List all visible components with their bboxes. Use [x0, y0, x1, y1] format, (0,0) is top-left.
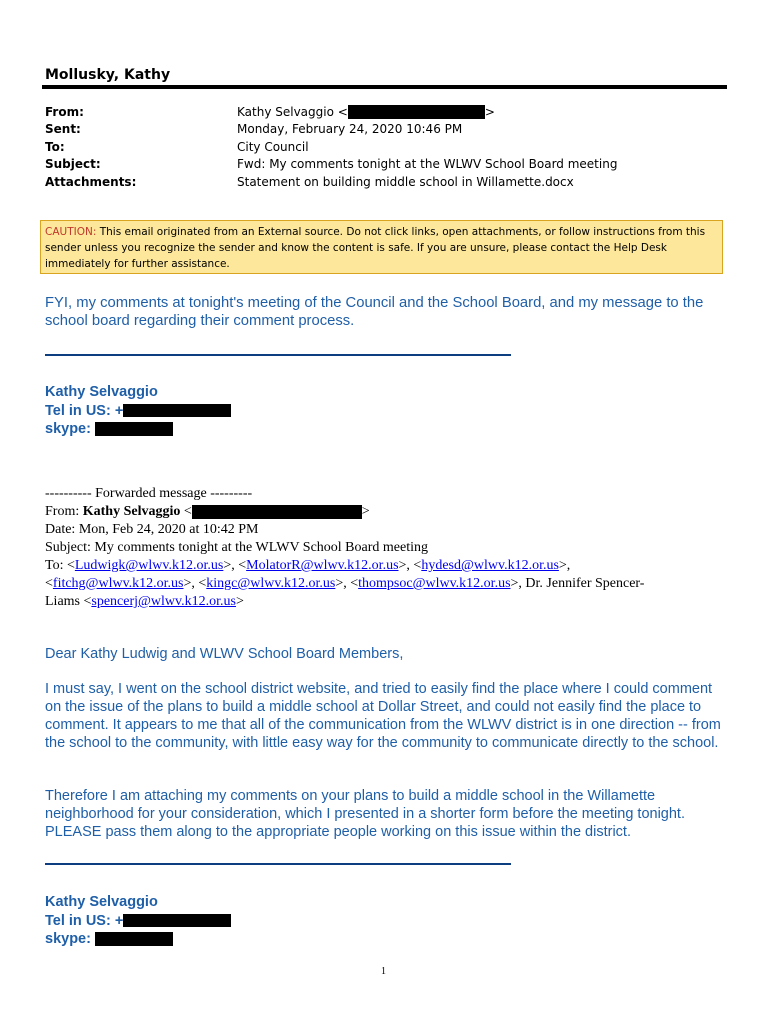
to-label: To:: [45, 139, 65, 154]
subject-value: Fwd: My comments tonight at the WLWV School Board meeting: [237, 157, 618, 172]
signature-skype: [45, 420, 231, 439]
redaction-box: [123, 914, 231, 927]
separator: >,: [558, 558, 571, 573]
forwarded-from-name: Kathy Selvaggio: [82, 504, 181, 519]
signature-tel: [45, 912, 231, 931]
separator: >, <: [223, 558, 247, 573]
attachment-link[interactable]: Statement on building middle school in Willamette.docx: [237, 174, 574, 189]
separator: >, <: [183, 576, 207, 591]
forwarded-message: [45, 485, 735, 611]
body-paragraph-2: Therefore I am attaching my comments on your plans to build a middle school in the Willamette neighborhood for your consideration, which I presented in a shorter form before the meeting tonight. PLEASE pass them along to the appropriate people working on this issue within the district.: [45, 788, 685, 840]
caution-label: CAUTION:: [45, 226, 97, 238]
sent-label: Sent:: [45, 122, 81, 137]
skype-label: skype:: [45, 421, 95, 437]
separator: >, <: [398, 558, 422, 573]
subject-row: [45, 156, 617, 174]
header-rule: [42, 85, 727, 89]
email-link[interactable]: kingc@wlwv.k12.or.us: [206, 576, 336, 591]
signature-block: [45, 383, 231, 439]
email-link[interactable]: Ludwigk@wlwv.k12.or.us: [74, 558, 224, 573]
email-link[interactable]: MolatorR@wlwv.k12.or.us: [246, 558, 399, 573]
signature-separator: [45, 863, 511, 865]
greeting: Dear Kathy Ludwig and WLWV School Board Members,: [45, 646, 404, 662]
intro-paragraph: FYI, my comments at tonight's meeting of the Council and the School Board, and my message to the school board regarding their comment process.: [45, 295, 704, 329]
redaction-box: [95, 422, 173, 436]
forwarded-subject: Subject: My comments tonight at the WLWV School Board meeting: [45, 540, 428, 555]
signature-skype: [45, 930, 231, 949]
tel-label: Tel in US: +: [45, 912, 124, 929]
sender-name: Mollusky, Kathy: [45, 67, 171, 83]
email-header-table: [45, 103, 617, 191]
subject-label: Subject:: [45, 157, 101, 172]
forwarded-date: Date: Mon, Feb 24, 2020 at 10:42 PM: [45, 522, 259, 537]
attachments-row: [45, 173, 617, 191]
signature-block: [45, 893, 231, 949]
to-row: [45, 138, 617, 156]
redaction-box: [123, 404, 231, 417]
forwarded-to: [45, 557, 735, 611]
separator: >, Dr. Jennifer Spencer-: [510, 576, 645, 591]
email-link[interactable]: spencerj@wlwv.k12.or.us: [91, 594, 236, 609]
redaction-box: [192, 505, 362, 519]
signature-separator: [45, 354, 511, 356]
from-name: Kathy Selvaggio <: [237, 104, 348, 119]
to-value: City Council: [237, 139, 309, 154]
from-close: >: [484, 104, 495, 119]
signature-tel: [45, 402, 231, 421]
forwarded-from-open: <: [180, 504, 192, 519]
to-liams: Liams <: [45, 594, 92, 609]
redaction-box: [348, 105, 485, 119]
from-label: From:: [45, 104, 84, 119]
separator: >, <: [335, 576, 359, 591]
caution-text: This email originated from an External source. Do not click links, open attachments, or follow instructions from this sender unless you recognize the sender and know the content is safe. If you are unsure, please contact the Help Desk immediately for further assistance.: [45, 226, 706, 270]
forwarded-marker: ---------- Forwarded message ---------: [45, 486, 253, 501]
to-prefix: To: <: [45, 558, 75, 573]
redaction-box: [95, 932, 173, 946]
skype-label: skype:: [45, 931, 95, 947]
body-paragraph-1: I must say, I went on the school district website, and tried to easily find the place where I could comment on the issue of the plans to build a middle school at Dollar Street, and could not easily find the place to comment. It appears to me that all of the communication from the WLWV district is in one direction -- from the school to the community, with little easy way for the community to communicate directly to the school.: [45, 681, 721, 751]
separator: >: [235, 594, 244, 609]
caution-banner: [40, 220, 723, 274]
forwarded-from-prefix: From:: [45, 504, 83, 519]
forwarded-from-close: >: [361, 504, 370, 519]
email-link[interactable]: hydesd@wlwv.k12.or.us: [421, 558, 559, 573]
attachments-label: Attachments:: [45, 174, 137, 189]
page-number: 1: [381, 966, 386, 977]
sent-value: Monday, February 24, 2020 10:46 PM: [237, 122, 463, 137]
signature-name: Kathy Selvaggio: [45, 384, 158, 400]
separator: <: [45, 576, 53, 591]
forwarded-from: [45, 503, 735, 521]
signature-name: Kathy Selvaggio: [45, 894, 158, 910]
email-link[interactable]: fitchg@wlwv.k12.or.us: [52, 576, 184, 591]
from-value: [237, 105, 495, 120]
email-link[interactable]: thompsoc@wlwv.k12.or.us: [358, 576, 511, 591]
from-row: [45, 103, 617, 121]
tel-label: Tel in US: +: [45, 402, 124, 419]
sent-row: [45, 121, 617, 139]
